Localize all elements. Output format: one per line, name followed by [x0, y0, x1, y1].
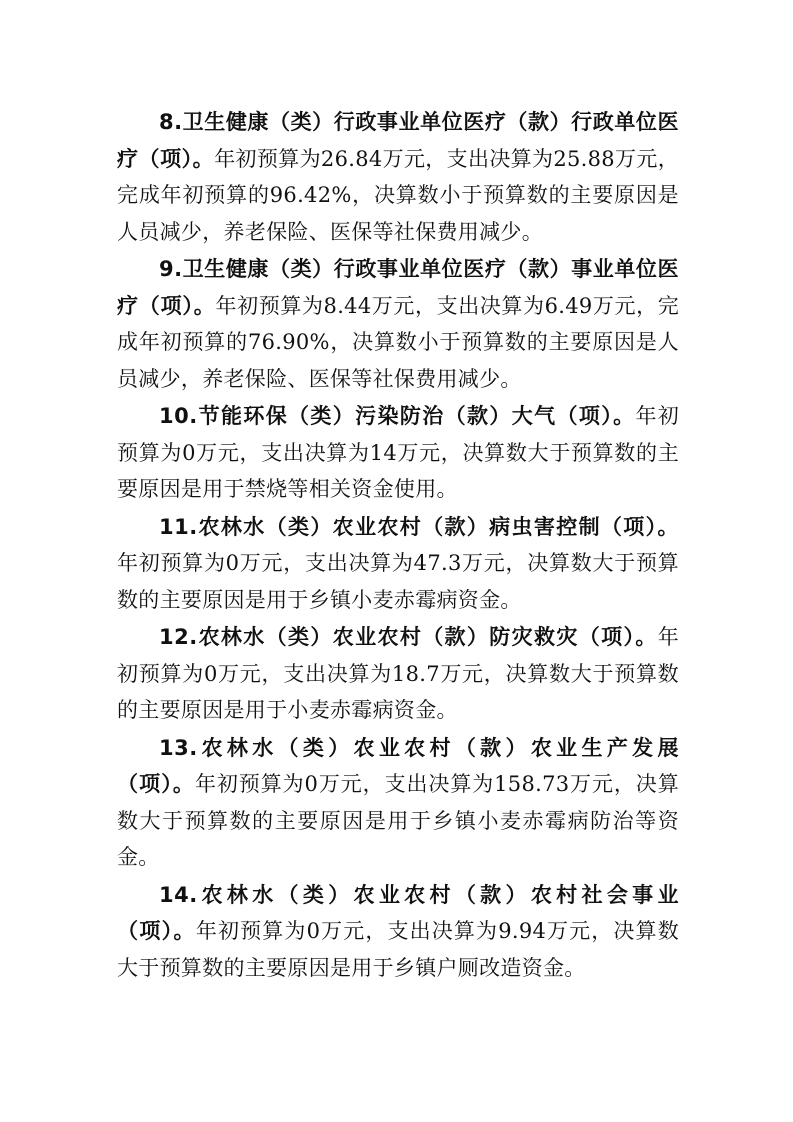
paragraph-text: 年初预算为8.44万元，支出决算为6.49万元，完成年初预算的76.90%，决算数小于预算数的主要原因是人员减少，养老保险、医保等社保费用减少。: [117, 293, 680, 391]
paragraph-item-11: [117, 509, 679, 619]
paragraph-heading: 14.农林水（类）农业农村（款）农村社会事业（项）。: [117, 882, 679, 943]
paragraph-heading: 13.农林水（类）农业农村（款）农业生产发展（项）。: [117, 735, 679, 796]
paragraph-heading: 9.卫生健康（类）行政事业单位医疗（款）事业单位医疗（项）。: [117, 257, 679, 318]
paragraph-text: 年初预算为0万元，支出决算为47.3万元，决算数大于预算数的主要原因是用于乡镇小麦赤霉病资金。: [117, 551, 679, 612]
paragraph-heading: 10.节能环保（类）污染防治（款）大气（项）。: [159, 404, 636, 428]
paragraph-item-14: [117, 877, 679, 987]
paragraph-text: 年初预算为0万元，支出决算为18.7万元，决算数大于预算数的主要原因是用于小麦赤霉病资金。: [117, 625, 679, 722]
paragraph-item-13: [117, 730, 679, 876]
paragraph-text: 年初预算为26.84万元，支出决算为25.88万元，完成年初预算的96.42%，决算数小于预算数的主要原因是人员减少，养老保险、医保等社保费用减少。: [117, 146, 679, 244]
paragraph-text: 年初预算为0万元，支出决算为158.73万元，决算数大于预算数的主要原因是用于乡镇小麦赤霉病防治等资金。: [117, 772, 680, 869]
paragraph-text: 年初预算为0万元，支出决算为9.94万元，决算数大于预算数的主要原因是用于乡镇户厕改造资金。: [117, 919, 680, 980]
paragraph-item-8: [117, 104, 679, 250]
paragraph-item-10: [117, 398, 679, 508]
paragraph-text: 年初预算为0万元，支出决算为14万元，决算数大于预算数的主要原因是用于禁烧等相关资金使用。: [117, 404, 679, 501]
paragraph-item-9: [117, 251, 679, 397]
paragraph-item-12: [117, 619, 679, 729]
paragraph-heading: 12.农林水（类）农业农村（款）防灾救灾（项）。: [159, 625, 658, 649]
paragraph-heading: 8.卫生健康（类）行政事业单位医疗（款）行政单位医疗（项）。: [117, 110, 679, 171]
document-body: [117, 104, 679, 987]
paragraph-heading: 11.农林水（类）农业农村（款）病虫害控制（项）。: [159, 514, 679, 539]
